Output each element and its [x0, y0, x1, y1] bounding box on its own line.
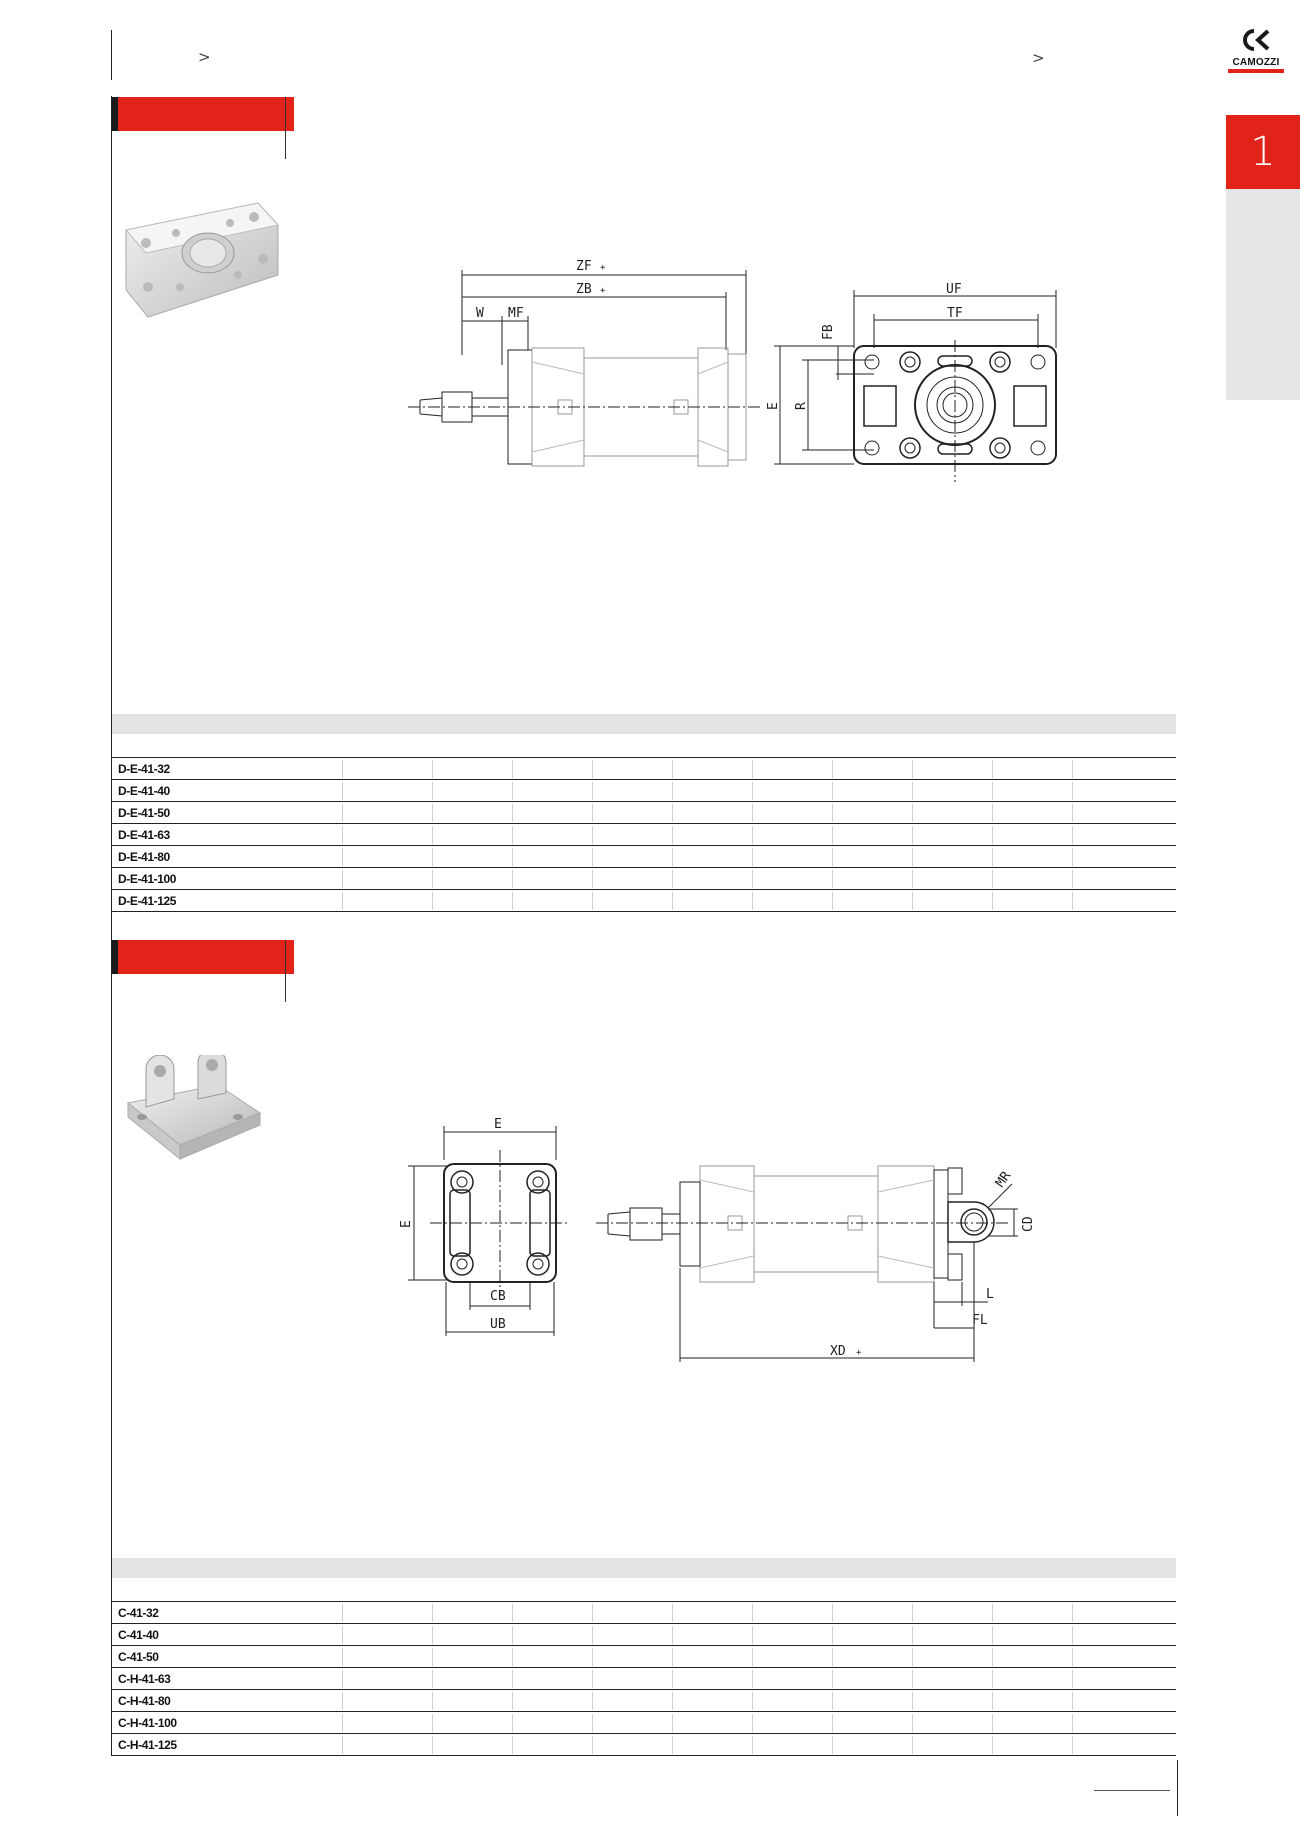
- table-cell-divider: [752, 892, 753, 910]
- table-cell-divider: [592, 1670, 593, 1688]
- section1-tab-rule: [285, 97, 286, 159]
- table-cell-divider: [672, 782, 673, 800]
- table-cell-divider: [672, 1736, 673, 1754]
- table-cell-divider: [432, 1648, 433, 1666]
- camozzi-mark-icon: [1241, 28, 1271, 52]
- table-cell-divider: [432, 760, 433, 778]
- footer-line: [1094, 1790, 1170, 1791]
- dim-label-cd: CD: [1021, 1216, 1036, 1232]
- dim-label-ub: UB: [490, 1317, 506, 1332]
- table-cell-divider: [592, 782, 593, 800]
- table-cell-divider: [592, 848, 593, 866]
- table-cell-divider: [342, 1692, 343, 1710]
- table-cell-divider: [342, 870, 343, 888]
- table-cell-divider: [832, 892, 833, 910]
- table-cell-divider: [752, 760, 753, 778]
- table-cell-divider: [832, 1648, 833, 1666]
- article-code: C-41-50: [118, 1650, 159, 1664]
- table-cell-divider: [672, 848, 673, 866]
- table-cell-divider: [1072, 892, 1073, 910]
- table-cell-divider: [592, 826, 593, 844]
- table-cell-divider: [752, 1604, 753, 1622]
- table-cell-divider: [1072, 848, 1073, 866]
- table-cell-divider: [512, 1714, 513, 1732]
- table-cell-divider: [1072, 870, 1073, 888]
- table-cell-divider: [342, 1670, 343, 1688]
- table-cell-divider: [912, 1714, 913, 1732]
- dim-plus-zf: +: [600, 263, 606, 273]
- table-cell-divider: [672, 1648, 673, 1666]
- table-cell-divider: [432, 782, 433, 800]
- table-cell-divider: [432, 848, 433, 866]
- table-cell-divider: [912, 892, 913, 910]
- footer-rule: [1177, 1760, 1178, 1816]
- table-row: [112, 824, 1176, 846]
- table-cell-divider: [912, 1736, 913, 1754]
- flange-plate-photo: [118, 195, 288, 325]
- table-cell-divider: [912, 760, 913, 778]
- table-cell-divider: [752, 804, 753, 822]
- dim-label-cb: CB: [490, 1289, 506, 1304]
- table-cell-divider: [912, 870, 913, 888]
- brand-bar: [1228, 69, 1284, 73]
- article-code: C-41-40: [118, 1628, 159, 1642]
- table-cell-divider: [992, 1714, 993, 1732]
- table-cell-divider: [342, 1626, 343, 1644]
- dim-label-zb: ZB: [576, 282, 592, 297]
- table-cell-divider: [1072, 826, 1073, 844]
- dim-label-w: W: [476, 306, 484, 321]
- table-cell-divider: [1072, 1736, 1073, 1754]
- table-cell-divider: [512, 782, 513, 800]
- table-cell-divider: [672, 870, 673, 888]
- table-cell-divider: [752, 1714, 753, 1732]
- table-cell-divider: [992, 1604, 993, 1622]
- table-cell-divider: [1072, 1648, 1073, 1666]
- article-code: C-H-41-80: [118, 1694, 171, 1708]
- table-cell-divider: [912, 1626, 913, 1644]
- table-cell-divider: [512, 1604, 513, 1622]
- table-cell-divider: [592, 892, 593, 910]
- table-cell-divider: [672, 1626, 673, 1644]
- table-cell-divider: [912, 848, 913, 866]
- breadcrumb-arrow-right: >: [1032, 49, 1045, 67]
- article-code: D-E-41-50: [118, 806, 170, 820]
- table-row: [112, 1690, 1176, 1712]
- table-cell-divider: [342, 760, 343, 778]
- table-cell-divider: [1072, 1692, 1073, 1710]
- article-code: D-E-41-125: [118, 894, 177, 908]
- table-cell-divider: [992, 870, 993, 888]
- table-cell-divider: [1072, 1670, 1073, 1688]
- table-cell-divider: [1072, 1604, 1073, 1622]
- dim-label-e-top: E: [494, 1117, 502, 1132]
- table-cell-divider: [592, 760, 593, 778]
- table-cell-divider: [592, 1626, 593, 1644]
- table-cell-divider: [832, 848, 833, 866]
- camozzi-logo: [1226, 28, 1286, 76]
- table-cell-divider: [832, 1736, 833, 1754]
- table-cell-divider: [832, 1604, 833, 1622]
- table-cell-divider: [512, 1692, 513, 1710]
- table-cell-divider: [832, 804, 833, 822]
- table-cell-divider: [672, 892, 673, 910]
- table-cell-divider: [752, 1670, 753, 1688]
- table-cell-divider: [912, 1648, 913, 1666]
- dim-label-fb: FB: [821, 324, 836, 340]
- table-cell-divider: [432, 1626, 433, 1644]
- table-cell-divider: [592, 804, 593, 822]
- table-cell-divider: [832, 1626, 833, 1644]
- table-cell-divider: [912, 1692, 913, 1710]
- table-cell-divider: [992, 826, 993, 844]
- table-cell-divider: [992, 1670, 993, 1688]
- table-cell-divider: [672, 760, 673, 778]
- table-cell-divider: [672, 1714, 673, 1732]
- article-code: D-E-41-40: [118, 784, 170, 798]
- dim-label-xd: XD: [830, 1344, 846, 1359]
- table-cell-divider: [592, 1648, 593, 1666]
- table-cell-divider: [912, 1604, 913, 1622]
- table-cell-divider: [752, 870, 753, 888]
- table-cell-divider: [752, 1736, 753, 1754]
- dim-plus-xd: +: [856, 1348, 862, 1358]
- table-cell-divider: [992, 804, 993, 822]
- table-cell-divider: [992, 782, 993, 800]
- table-cell-divider: [992, 892, 993, 910]
- table-cell-divider: [1072, 1714, 1073, 1732]
- table-cell-divider: [432, 892, 433, 910]
- table-cell-divider: [512, 870, 513, 888]
- dim-label-e-side: E: [399, 1220, 414, 1228]
- table-cell-divider: [342, 826, 343, 844]
- article-code: D-E-41-80: [118, 850, 170, 864]
- table-cell-divider: [912, 1670, 913, 1688]
- table-cell-divider: [992, 848, 993, 866]
- table-cell-divider: [432, 1736, 433, 1754]
- table-cell-divider: [992, 1648, 993, 1666]
- brand-name: CAMOZZI: [1232, 57, 1280, 68]
- dim-label-mr: MR: [992, 1168, 1015, 1191]
- dim-label-uf: UF: [946, 282, 962, 297]
- table-cell-divider: [752, 1626, 753, 1644]
- dim-label-mf: MF: [508, 306, 524, 321]
- table-row: [112, 890, 1176, 912]
- table-row: [112, 1734, 1176, 1756]
- table-cell-divider: [752, 1692, 753, 1710]
- table-cell-divider: [342, 1604, 343, 1622]
- table-cell-divider: [832, 1692, 833, 1710]
- dim-label-e: E: [766, 402, 781, 410]
- dim-label-tf: TF: [947, 306, 963, 321]
- table-row: [112, 1624, 1176, 1646]
- table-cell-divider: [672, 1670, 673, 1688]
- left-margin-rule: [111, 30, 112, 80]
- table-cell-divider: [992, 1626, 993, 1644]
- article-code: C-H-41-100: [118, 1716, 177, 1730]
- table2-header-band: [112, 1558, 1176, 1578]
- table-cell-divider: [672, 804, 673, 822]
- table2-header-row: [112, 1580, 1176, 1602]
- table-cell-divider: [432, 1692, 433, 1710]
- dim-label-l: L: [986, 1287, 994, 1302]
- table-row: [112, 1712, 1176, 1734]
- dim-label-fl: FL: [972, 1313, 988, 1328]
- table-cell-divider: [512, 1648, 513, 1666]
- table-cell-divider: [672, 1692, 673, 1710]
- dim-label-r: R: [794, 402, 809, 410]
- table-row: [112, 780, 1176, 802]
- table-cell-divider: [832, 826, 833, 844]
- table-cell-divider: [512, 826, 513, 844]
- table-cell-divider: [432, 804, 433, 822]
- table-cell-divider: [752, 848, 753, 866]
- table-cell-divider: [992, 1692, 993, 1710]
- table-cell-divider: [832, 782, 833, 800]
- table-cell-divider: [752, 826, 753, 844]
- left-content-rule: [111, 96, 112, 1756]
- article-code: C-H-41-63: [118, 1672, 171, 1686]
- table-cell-divider: [432, 1714, 433, 1732]
- table-cell-divider: [512, 1626, 513, 1644]
- table-cell-divider: [512, 804, 513, 822]
- table-cell-divider: [342, 848, 343, 866]
- table1-header-row: [112, 736, 1176, 758]
- section2-title-tab: [112, 940, 294, 974]
- article-code: D-E-41-63: [118, 828, 170, 842]
- table-cell-divider: [992, 760, 993, 778]
- table-cell-divider: [832, 1670, 833, 1688]
- table-cell-divider: [912, 804, 913, 822]
- table-cell-divider: [342, 892, 343, 910]
- table-row: [112, 1668, 1176, 1690]
- table-cell-divider: [342, 804, 343, 822]
- table-cell-divider: [1072, 1626, 1073, 1644]
- table-cell-divider: [912, 782, 913, 800]
- table-row: [112, 846, 1176, 868]
- table1-header-band: [112, 714, 1176, 734]
- table-cell-divider: [752, 782, 753, 800]
- table-cell-divider: [592, 1736, 593, 1754]
- table-row: [112, 868, 1176, 890]
- table-cell-divider: [512, 1670, 513, 1688]
- table-cell-divider: [592, 870, 593, 888]
- table-cell-divider: [752, 1648, 753, 1666]
- table-cell-divider: [592, 1604, 593, 1622]
- table-cell-divider: [592, 1692, 593, 1710]
- table-cell-divider: [432, 826, 433, 844]
- table-row: [112, 1646, 1176, 1668]
- section2-tab-rule: [285, 940, 286, 1002]
- dim-label-zf: ZF: [576, 259, 592, 274]
- article-code: D-E-41-32: [118, 762, 170, 776]
- article-code: D-E-41-100: [118, 872, 177, 886]
- table-cell-divider: [1072, 760, 1073, 778]
- article-code: C-41-32: [118, 1606, 159, 1620]
- table-cell-divider: [912, 826, 913, 844]
- table-cell-divider: [432, 1670, 433, 1688]
- breadcrumb-arrow-left: >: [198, 48, 211, 66]
- table-cell-divider: [832, 1714, 833, 1732]
- table-cell-divider: [432, 1604, 433, 1622]
- flange-technical-drawing: [380, 250, 1080, 500]
- article-code: C-H-41-125: [118, 1738, 177, 1752]
- table-cell-divider: [1072, 782, 1073, 800]
- table-cell-divider: [992, 1736, 993, 1754]
- table-row: [112, 758, 1176, 780]
- table-cell-divider: [342, 1714, 343, 1732]
- table-cell-divider: [672, 1604, 673, 1622]
- dim-plus-zb: +: [600, 286, 606, 296]
- table-cell-divider: [672, 826, 673, 844]
- table-row: [112, 802, 1176, 824]
- section1-title-tab: [112, 97, 294, 131]
- table-cell-divider: [512, 892, 513, 910]
- table-cell-divider: [512, 848, 513, 866]
- table-cell-divider: [512, 760, 513, 778]
- table-row: [112, 1602, 1176, 1624]
- table-cell-divider: [342, 782, 343, 800]
- chapter-number: 1: [1226, 115, 1300, 189]
- table-cell-divider: [1072, 804, 1073, 822]
- table-cell-divider: [342, 1736, 343, 1754]
- table-cell-divider: [832, 760, 833, 778]
- table-cell-divider: [592, 1714, 593, 1732]
- table-cell-divider: [342, 1648, 343, 1666]
- table-cell-divider: [432, 870, 433, 888]
- rear-clevis-photo: [118, 1055, 268, 1165]
- table-cell-divider: [512, 1736, 513, 1754]
- clevis-technical-drawing: [390, 1110, 1070, 1370]
- table-cell-divider: [832, 870, 833, 888]
